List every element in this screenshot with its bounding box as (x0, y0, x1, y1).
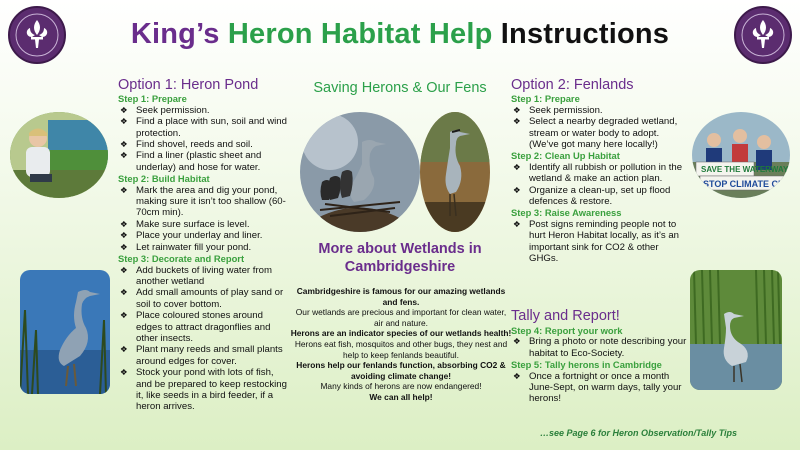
list-item: ❖ Stock your pond with lots of fish, and be prepared to keep restocking it, like seeds in a bird feeder, if a heron arrives. (118, 367, 290, 413)
list-item: ❖ Once a fortnight or once a month June-Sept, on warm days, tally your herons! (511, 371, 691, 405)
option2-step1-list (511, 105, 689, 151)
option1-step3-label: Step 3: Decorate and Report (118, 253, 245, 265)
tally-column (511, 325, 691, 405)
tally-step4-label: Step 4: Report your work (511, 325, 623, 336)
list-item: ❖ Plant many reeds and small plants around edges for cover. (118, 344, 290, 367)
more-about-wetlands-heading (288, 240, 512, 276)
option1-step1-list (118, 105, 290, 173)
list-item: ❖ Post signs reminding people not to hurt Heron Habitat locally, as it’s an important sink for CO2 & other GHGs. (511, 219, 689, 265)
photo-heron-by-water (20, 270, 110, 394)
option2-step3-label: Step 3: Raise Awareness (511, 207, 622, 219)
option2-step2-label: Step 2: Clean Up Habitat (511, 150, 620, 162)
placard-text-2: STOP CLIMATE CH (703, 179, 785, 189)
title-heron-habitat-help: Heron Habitat Help (227, 18, 493, 50)
list-item: ❖ Find a liner (plastic sheet and underlay) and hose for water. (118, 150, 290, 173)
photo-grey-heron (420, 112, 490, 232)
photo-students-protest-placards (692, 112, 790, 198)
option2-step3-list (511, 219, 689, 265)
wetlands-p7: We can all help! (369, 391, 433, 402)
wetlands-p5: Herons help our fenlands function, absorbing CO2 & avoiding climate change! (296, 360, 506, 381)
list-item: ❖ Seek permission. (511, 105, 689, 116)
middle-heading: Saving Herons & Our Fens (313, 80, 487, 96)
wetlands-text (290, 286, 512, 403)
option1-column (118, 77, 290, 413)
list-item: ❖ Find shovel, reeds and soil. (118, 139, 290, 150)
list-item: ❖ Find a place with sun, soil and wind protection. (118, 116, 290, 139)
more-heading-line1: More about Wetlands in (318, 241, 482, 257)
option2-step2-list (511, 162, 689, 208)
tally-step5-list (511, 371, 691, 405)
photo-heron-in-reeds (690, 270, 782, 390)
option1-step2-list (118, 185, 290, 253)
list-item: ❖ Make sure surface is level. (118, 219, 290, 230)
list-item: ❖ Select a nearby degraded wetland, stream or water body to adopt. (We’ve got many here locally!) (511, 116, 689, 150)
photo-student-garden-pond (10, 112, 108, 198)
tally-heading: Tally and Report! (511, 308, 620, 324)
wetlands-p4: Herons eat fish, mosquitos and other bugs, they nest and help to keep fenlands beautiful. (294, 338, 508, 360)
more-heading-line2: Cambridgeshire (344, 259, 456, 275)
list-item: ❖ Add small amounts of play sand or soil to cover bottom. (118, 287, 290, 310)
tally-step5-label: Step 5: Tally herons in Cambridge (511, 359, 662, 371)
option2-column (511, 77, 689, 265)
list-item: ❖ Place coloured stones around edges to attract dragonflies and other insects. (118, 310, 290, 344)
list-item: ❖ Let rainwater fill your pond. (118, 242, 290, 253)
option1-step3-list (118, 265, 290, 413)
option1-heading: Option 1: Heron Pond (118, 77, 259, 93)
list-item: ❖ Organize a clean-up, set up flood defences & restore. (511, 185, 689, 208)
placard-text-1: SAVE THE WATERWAY (701, 165, 789, 174)
list-item: ❖ Place your underlay and liner. (118, 230, 290, 241)
title-kings: King’s (130, 18, 220, 50)
title-instructions: Instructions (500, 18, 670, 50)
list-item: ❖ Bring a photo or note describing your habitat to Eco-Society. (511, 336, 691, 359)
option1-step1-label: Step 1: Prepare (118, 93, 187, 105)
footer-note: …see Page 6 for Heron Observation/Tally Tips (540, 428, 738, 438)
wetlands-p3: Herons are an indicator species of our wetlands health! (290, 328, 512, 339)
list-item: ❖ Mark the area and dig your pond, making sure it isn’t too shallow (60-70cm min). (118, 185, 290, 219)
page-title (0, 18, 800, 51)
list-item: ❖ Add buckets of living water from another wetland (118, 265, 290, 288)
photo-heron-nest (300, 112, 420, 232)
wetlands-p6: Many kinds of herons are now endangered! (320, 381, 482, 392)
list-item: ❖ Identify all rubbish or pollution in the wetland & make an action plan. (511, 162, 689, 185)
wetlands-p2: Our wetlands are precious and important for clean water, air and nature. (295, 307, 507, 328)
wetlands-p1: Cambridgeshire is famous for our amazing wetlands and fens. (296, 286, 506, 307)
list-item: ❖ Seek permission. (118, 105, 290, 116)
tally-step4-list (511, 336, 691, 359)
option2-heading: Option 2: Fenlands (511, 77, 634, 93)
option1-step2-label: Step 2: Build Habitat (118, 173, 210, 185)
option2-step1-label: Step 1: Prepare (511, 93, 580, 105)
